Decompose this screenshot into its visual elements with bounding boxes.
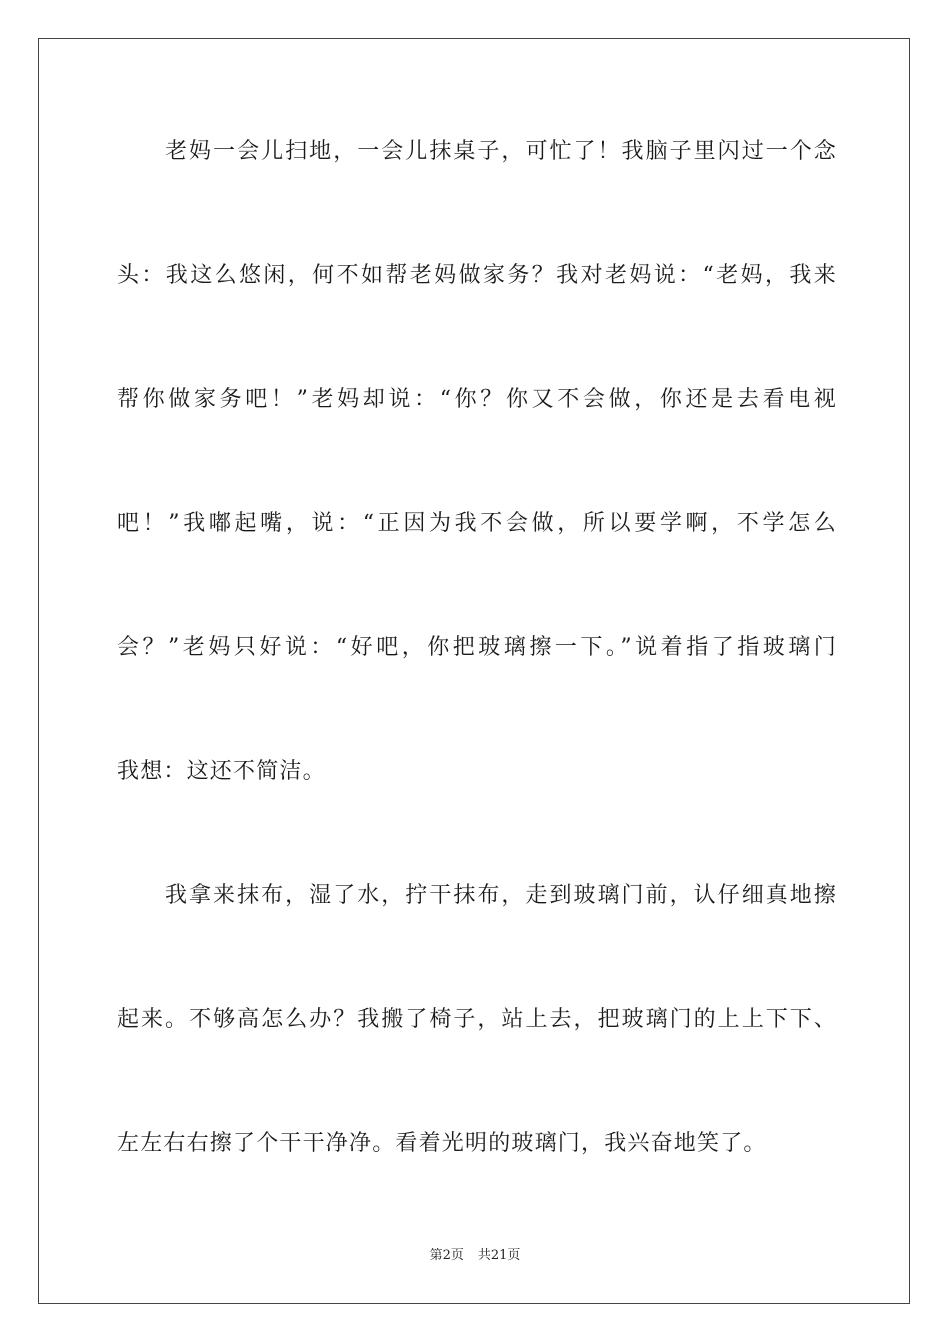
paragraph-2-line-3: 左左右右擦了个干干净净。看着光明的玻璃门，我兴奋地笑了。 (117, 1131, 767, 1156)
page-footer (0, 1247, 950, 1265)
paragraph-1-line-4: 吧！”我嘟起嘴，说：“正因为我不会做，所以要学啊，不学怎么 (117, 511, 837, 536)
page-total: 共21页 (477, 1248, 521, 1263)
paragraph-1-line-5: 会？”老妈只好说：“好吧，你把玻璃擦一下。”说着指了指玻璃门 (117, 635, 837, 660)
paragraph-2-line-2: 起来。不够高怎么办？我搬了椅子，站上去，把玻璃门的上上下下、 (117, 1007, 837, 1032)
paragraph-2-line-1: 我拿来抹布，湿了水，拧干抹布，走到玻璃门前，认仔细真地擦 (165, 883, 837, 908)
page-frame (38, 38, 910, 1304)
paragraph-1-line-2: 头：我这么悠闲，何不如帮老妈做家务？我对老妈说：“老妈，我来 (117, 263, 837, 288)
paragraph-1-line-1: 老妈一会儿扫地，一会儿抹桌子，可忙了！我脑子里闪过一个念 (165, 139, 837, 164)
paragraph-1-line-3: 帮你做家务吧！”老妈却说：“你？你又不会做，你还是去看电视 (117, 387, 837, 412)
page-number: 第2页 (429, 1248, 464, 1263)
paragraph-1-line-6: 我想：这还不简洁。 (117, 759, 326, 784)
